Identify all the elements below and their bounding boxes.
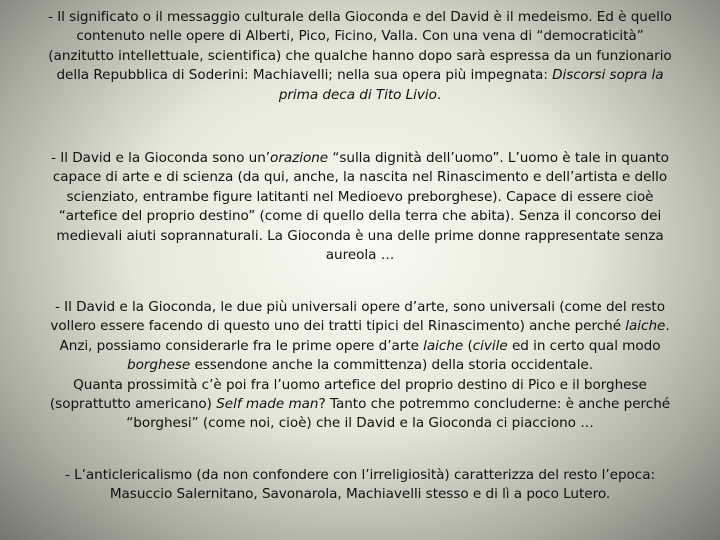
- paragraph-anticlericalismo: [6, 466, 714, 505]
- paragraph-orazione-dignita: [6, 149, 714, 265]
- text-run: Quanta prossimità c’è poi fra l’uomo artefice del proprio destino di Pico e il borghese: [73, 376, 647, 393]
- text-line: [6, 66, 714, 85]
- text-line: [6, 356, 714, 375]
- italic-text-run: Discorsi sopra la: [552, 67, 664, 84]
- text-line: [6, 246, 714, 265]
- text-line: [6, 168, 714, 187]
- text-line: [6, 395, 714, 414]
- text-run: - Il significato o il messaggio culturale della Gioconda e del David è il medeismo. Ed è quello: [48, 9, 672, 25]
- text-run: “borghesi” (come noi, cioè) che il David e la Gioconda ci piacciono …: [126, 415, 594, 432]
- text-run: Masuccio Salernitano, Savonarola, Machiavelli stesso e di lì a poco Lutero.: [109, 486, 611, 503]
- paragraph-universalita-laiche: [6, 298, 714, 434]
- text-line: [6, 207, 714, 226]
- text-run: vollero essere facendo di questo uno dei tratti tipici del Rinascimento) anche perché: [50, 318, 626, 335]
- text-run: .: [436, 86, 442, 103]
- text-line: [6, 8, 714, 27]
- text-run: (: [463, 337, 473, 354]
- text-line: [6, 337, 714, 356]
- text-run: - Il David e la Gioconda sono un’: [51, 150, 271, 166]
- italic-text-run: Self made man: [216, 396, 319, 413]
- text-run: essendone anche la committenza) della storia occidentale.: [190, 357, 594, 374]
- italic-text-run: laiche: [625, 318, 666, 335]
- text-line: [6, 47, 714, 66]
- text-run: medievali aiuti soprannaturali. La Gioconda è una delle prime donne rappresentate senza: [56, 227, 664, 244]
- text-run: - Il David e la Gioconda, le due più universali opere d’arte, sono universali (come del resto: [55, 299, 665, 315]
- paragraph-medeismo: [6, 8, 714, 105]
- italic-text-run: prima deca di Tito Livio: [278, 86, 437, 103]
- text-line: [6, 414, 714, 433]
- text-line: [6, 149, 714, 168]
- text-line: [6, 376, 714, 395]
- text-run: - L’anticlericalismo (da non confondere con l’irreligiosità) caratterizza del resto l’epoca:: [64, 467, 656, 483]
- text-run: “sulla dignità dell’uomo”. L’uomo è tale in quanto: [328, 150, 669, 166]
- text-run: (soprattutto americano): [49, 396, 217, 413]
- text-run: Anzi, possiamo considerarle fra le prime opere d’arte: [59, 337, 424, 354]
- text-line: [6, 86, 714, 105]
- text-line: [6, 227, 714, 246]
- text-run: contenuto nelle opere di Alberti, Pico, Ficino, Valla. Con una vena di “democraticità”: [76, 28, 644, 45]
- text-line: [6, 485, 714, 504]
- text-run: .: [665, 318, 670, 335]
- text-line: [6, 298, 714, 317]
- text-run: scienziato, entrambe figure latitanti nel Medioevo preborghese). Capace di essere cioè: [66, 188, 654, 205]
- text-line: [6, 466, 714, 485]
- text-line: [6, 317, 714, 336]
- text-run: “artefice del proprio destino” (come di quello della terra che abita). Senza il concorso dei: [58, 208, 662, 225]
- italic-text-run: civile: [472, 337, 508, 354]
- text-run: aureola …: [325, 247, 395, 264]
- italic-text-run: borghese: [126, 357, 191, 374]
- text-run: capace di arte e di scienza (da qui, anche, la nascita nel Rinascimento e dell’artista e dello: [52, 169, 668, 186]
- italic-text-run: orazione: [270, 150, 329, 166]
- text-run: ? Tanto che potremmo concluderne: è anche perché: [318, 396, 671, 413]
- text-run: ed in certo qual modo: [507, 337, 661, 354]
- text-line: [6, 27, 714, 46]
- text-run: della Repubblica di Soderini: Machiavelli; nella sua opera più impegnata:: [56, 67, 553, 84]
- text-run: (anzitutto intellettuale, scientifica) che qualche hanno dopo sarà espressa da un funzionario: [48, 47, 672, 64]
- text-line: [6, 188, 714, 207]
- italic-text-run: laiche: [423, 337, 464, 354]
